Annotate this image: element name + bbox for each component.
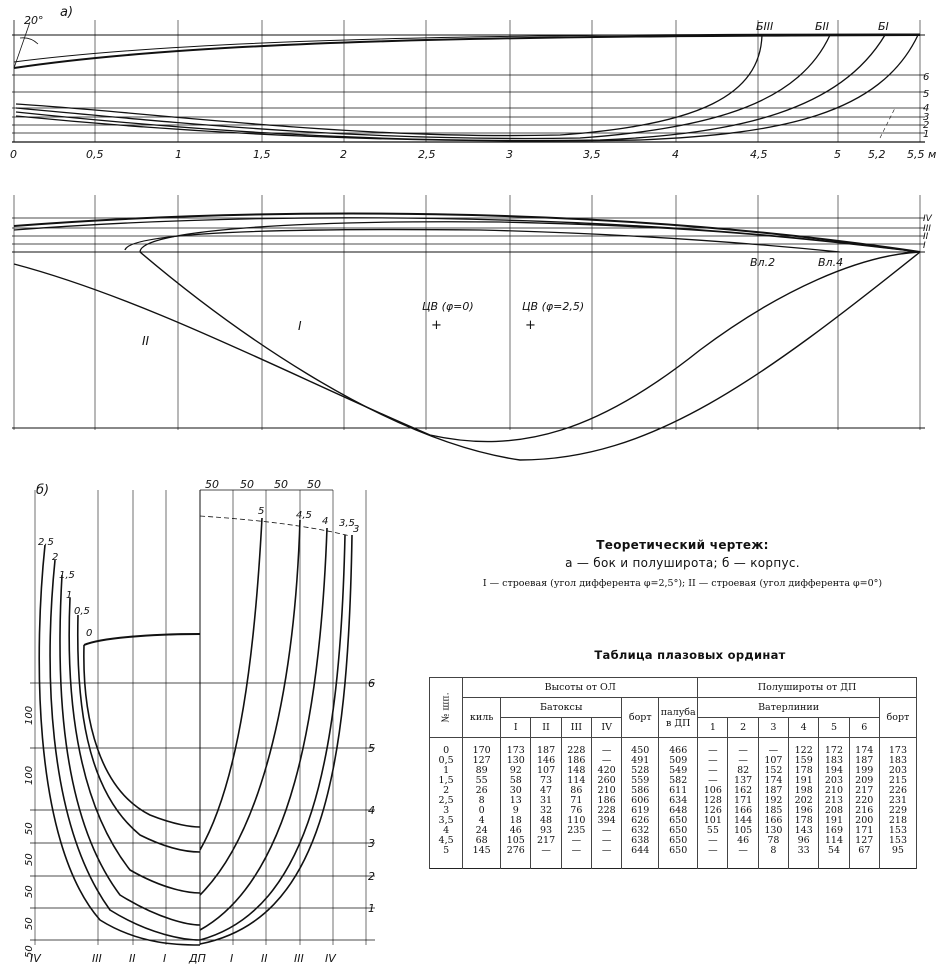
caption-title: Теоретический чертеж: [596, 538, 769, 552]
col-buttock: II [531, 718, 561, 738]
axis-tick-2: 2 [340, 148, 347, 161]
table-cell: 231 [879, 796, 916, 806]
table-cell: 159 [789, 756, 819, 766]
table-cell: — [758, 738, 788, 757]
table-cell: 95 [879, 846, 916, 869]
table-cell: 606 [622, 796, 659, 806]
col-waterline: 6 [849, 718, 879, 738]
col-buttock: I [501, 718, 531, 738]
offsets-table [429, 677, 917, 869]
table-cell: 152 [758, 766, 788, 776]
table-row [430, 846, 917, 869]
col-deck: палуба в ДП [659, 698, 698, 738]
table-cell: 559 [622, 776, 659, 786]
table-cell: 528 [622, 766, 659, 776]
col-side: борт [622, 698, 659, 738]
table-cell: 210 [591, 786, 621, 796]
table-cell: 166 [758, 816, 788, 826]
table-cell: 632 [622, 826, 659, 836]
table-cell: 122 [789, 738, 819, 757]
table-cell: 226 [879, 786, 916, 796]
body-wl-5: 5 [368, 742, 375, 755]
body-station-4-5: 4,5 [296, 510, 312, 521]
table-cell: 2,5 [430, 796, 463, 806]
table-cell: 73 [531, 776, 561, 786]
table-cell: 24 [463, 826, 501, 836]
halfbreadth-view [12, 195, 925, 460]
table-cell: 4,5 [430, 836, 463, 846]
table-cell: 213 [819, 796, 849, 806]
table-cell: 209 [849, 776, 879, 786]
table-cell: 31 [531, 796, 561, 806]
col-waterline: 5 [819, 718, 849, 738]
body-station-1-5: 1,5 [59, 570, 75, 581]
table-cell: 202 [789, 796, 819, 806]
table-cell: 450 [622, 738, 659, 757]
table-cell: 217 [849, 786, 879, 796]
body-station-0: 0 [86, 628, 93, 639]
col-waterline: 2 [728, 718, 758, 738]
table-cell: 126 [698, 806, 728, 816]
table-cell: 394 [591, 816, 621, 826]
table-cell: 101 [698, 816, 728, 826]
table-cell: 638 [622, 836, 659, 846]
label-cv-phi25: ЦВ (φ=2,5) [522, 300, 585, 313]
table-cell: 173 [501, 738, 531, 757]
body-wl-1: 1 [368, 902, 375, 915]
bottom-axis-I-r: I [230, 952, 234, 965]
label-buttock-b1: БI [878, 20, 889, 33]
table-cell: 0 [463, 806, 501, 816]
axis-tick-4-5: 4,5 [750, 148, 768, 161]
table-cell: 47 [531, 786, 561, 796]
label-wl-4: 4 [923, 103, 930, 114]
table-cell: 173 [879, 738, 916, 757]
table-cell: 228 [591, 806, 621, 816]
table-cell: 93 [531, 826, 561, 836]
table-cell: 220 [849, 796, 879, 806]
table-cell: 217 [531, 836, 561, 846]
label-wl-6: 6 [923, 72, 930, 83]
label-curve-II: II [142, 334, 150, 348]
table-cell: — [728, 738, 758, 757]
axis-tick-0: 0 [10, 148, 17, 161]
table-cell: 8 [463, 796, 501, 806]
label-vl4: Вл.4 [818, 256, 844, 269]
table-cell: 68 [463, 836, 501, 846]
axis-tick-3: 3 [506, 148, 513, 161]
col-side2: борт [879, 698, 916, 738]
group-buttocks: Батоксы [501, 698, 622, 718]
table-cell: 107 [758, 756, 788, 766]
dim-50-3: 50 [274, 478, 288, 491]
table-cell: 82 [728, 766, 758, 776]
table-cell: 169 [819, 826, 849, 836]
axis-tick-5: 5 [834, 148, 841, 161]
table-cell: 58 [501, 776, 531, 786]
table-cell: 30 [501, 786, 531, 796]
table-cell: 48 [531, 816, 561, 826]
table-cell: 650 [659, 836, 698, 846]
bottom-axis-II-l: II [129, 952, 136, 965]
table-cell: 4 [430, 826, 463, 836]
label-hb-IV: IV [923, 214, 932, 224]
table-cell: — [591, 846, 621, 869]
table-cell: 8 [758, 846, 788, 869]
col-waterline: 3 [758, 718, 788, 738]
table-cell: 92 [501, 766, 531, 776]
col-buttock: IV [591, 718, 621, 738]
table-cell: 626 [622, 816, 659, 826]
table-cell: 183 [819, 756, 849, 766]
left-dim-100-b: 100 [24, 765, 35, 785]
body-wl-2: 2 [368, 870, 375, 883]
label-vl2: Вл.2 [750, 256, 776, 269]
body-station-5: 5 [258, 506, 265, 517]
table-cell: 55 [698, 826, 728, 836]
table-cell: 1,5 [430, 776, 463, 786]
group-halfbreadths: Полуширoты от ДП [698, 678, 917, 698]
table-cell: 194 [819, 766, 849, 776]
body-wl-4: 4 [368, 804, 375, 817]
table-cell: 648 [659, 806, 698, 816]
axis-tick-0-5: 0,5 [86, 148, 104, 161]
table-cell: — [698, 738, 728, 757]
table-cell: 196 [789, 806, 819, 816]
table-cell: 114 [819, 836, 849, 846]
body-station-0-5: 0,5 [74, 606, 90, 617]
table-row [430, 738, 917, 757]
label-hb-III: III [923, 224, 931, 234]
table-cell: — [698, 776, 728, 786]
bottom-axis-II-r: II [261, 952, 268, 965]
label-fig-a: а) [60, 5, 74, 20]
table-cell: 199 [849, 766, 879, 776]
figure-caption [440, 538, 925, 590]
left-dim-50-e: 50 [24, 945, 35, 958]
table-cell: 107 [531, 766, 561, 776]
table-cell: 46 [501, 826, 531, 836]
table-cell: 644 [622, 846, 659, 869]
table-cell: 86 [561, 786, 591, 796]
table-cell: 0,5 [430, 756, 463, 766]
cross-mark-cv2: + [525, 318, 536, 333]
table-cell: 3,5 [430, 816, 463, 826]
table-cell: 145 [463, 846, 501, 869]
table-cell: — [591, 738, 621, 757]
table-cell: 130 [758, 826, 788, 836]
table-cell: 3 [430, 806, 463, 816]
col-keel: киль [463, 698, 501, 738]
table-cell: 76 [561, 806, 591, 816]
bottom-axis-III-l: III [92, 952, 102, 965]
table-cell: 186 [561, 756, 591, 766]
table-cell: 110 [561, 816, 591, 826]
table-cell: — [591, 826, 621, 836]
table-cell: 208 [819, 806, 849, 816]
table-cell: 186 [591, 796, 621, 806]
table-cell: 130 [501, 756, 531, 766]
table-cell: 166 [728, 806, 758, 816]
table-cell: 192 [758, 796, 788, 806]
left-dim-50-c: 50 [24, 885, 35, 898]
table-cell: 549 [659, 766, 698, 776]
table-cell: 228 [561, 738, 591, 757]
table-cell: 178 [789, 766, 819, 776]
table-cell: 191 [789, 776, 819, 786]
table-cell: 46 [728, 836, 758, 846]
table-cell: 0 [430, 738, 463, 757]
table-cell: 153 [879, 836, 916, 846]
table-cell: 203 [879, 766, 916, 776]
table-cell: — [591, 836, 621, 846]
left-dim-50-a: 50 [24, 822, 35, 835]
col-waterline: 1 [698, 718, 728, 738]
table-cell: 466 [659, 738, 698, 757]
cross-mark-cv1: + [431, 318, 442, 333]
body-station-3: 3 [353, 524, 360, 535]
table-cell: 619 [622, 806, 659, 816]
group-waterlines: Ватерлинии [698, 698, 880, 718]
axis-tick-5-2: 5,2 [868, 148, 886, 161]
table-cell: 153 [879, 826, 916, 836]
table-cell: 174 [758, 776, 788, 786]
table-cell: 114 [561, 776, 591, 786]
body-wl-6: 6 [368, 677, 375, 690]
table-cell: 218 [879, 816, 916, 826]
table-cell: 276 [501, 846, 531, 869]
table-cell: 33 [789, 846, 819, 869]
table-cell: 198 [789, 786, 819, 796]
body-station-2-5: 2,5 [38, 537, 54, 548]
table-cell: — [591, 756, 621, 766]
body-station-4: 4 [322, 516, 329, 527]
table-cell: 89 [463, 766, 501, 776]
table-cell: — [698, 836, 728, 846]
table-cell: 105 [501, 836, 531, 846]
group-heights: Высоты от ОЛ [463, 678, 698, 698]
bottom-axis-dp: ДП [189, 952, 206, 965]
table-cell: 32 [531, 806, 561, 816]
table-cell: 172 [819, 738, 849, 757]
col-buttock: III [561, 718, 591, 738]
left-dim-50-b: 50 [24, 853, 35, 866]
table-cell: 106 [698, 786, 728, 796]
table-cell: 127 [463, 756, 501, 766]
table-cell: 650 [659, 816, 698, 826]
profile-view [12, 20, 925, 142]
body-wl-3: 3 [368, 837, 375, 850]
label-wl-5: 5 [923, 89, 930, 100]
body-plan-view [30, 490, 375, 945]
dim-50-1: 50 [205, 478, 219, 491]
axis-tick-5-5: 5,5 м [907, 148, 937, 161]
table-cell: — [561, 836, 591, 846]
table-cell: — [728, 846, 758, 869]
table-cell: 634 [659, 796, 698, 806]
axis-tick-2-5: 2,5 [418, 148, 436, 161]
table-cell: 187 [531, 738, 561, 757]
table-cell: — [728, 756, 758, 766]
table-cell: 148 [561, 766, 591, 776]
body-station-3-5: 3,5 [339, 518, 355, 529]
table-cell: 611 [659, 786, 698, 796]
label-wl-2: 2 [923, 120, 930, 131]
table-cell: 183 [879, 756, 916, 766]
table-cell: 650 [659, 826, 698, 836]
bottom-axis-IV-r: IV [325, 952, 336, 965]
table-cell: 4 [463, 816, 501, 826]
label-buttock-b3: БIII [756, 20, 774, 33]
table-cell: 170 [463, 738, 501, 757]
table-cell: 162 [728, 786, 758, 796]
table-cell: 1 [430, 766, 463, 776]
table-cell: 203 [819, 776, 849, 786]
table-title: Таблица плазовых ординат [594, 648, 786, 662]
table-cell: 5 [430, 846, 463, 869]
table-cell: 67 [849, 846, 879, 869]
table-cell: 128 [698, 796, 728, 806]
table-cell: — [698, 756, 728, 766]
table-cell: 146 [531, 756, 561, 766]
dim-50-4: 50 [307, 478, 321, 491]
table-cell: 650 [659, 846, 698, 869]
bottom-axis-III-r: III [294, 952, 304, 965]
table-cell: 187 [758, 786, 788, 796]
table-cell: 171 [728, 796, 758, 806]
table-cell: 210 [819, 786, 849, 796]
label-angle-20: 20° [24, 14, 44, 27]
table-cell: 200 [849, 816, 879, 826]
table-cell: 105 [728, 826, 758, 836]
table-cell: 174 [849, 738, 879, 757]
table-cell: 143 [789, 826, 819, 836]
table-cell: 9 [501, 806, 531, 816]
dim-50-2: 50 [240, 478, 254, 491]
table-cell: 215 [879, 776, 916, 786]
table-cell: 13 [501, 796, 531, 806]
table-cell: 144 [728, 816, 758, 826]
bottom-axis-I-l: I [163, 952, 167, 965]
table-cell: — [698, 846, 728, 869]
axis-tick-1: 1 [175, 148, 182, 161]
label-hb-II: II [923, 232, 929, 242]
label-fig-b: б) [36, 483, 50, 498]
caption-note: I — строевая (угол дифферента φ=2,5°); II — строевая (угол дифферента φ=0°) [482, 578, 883, 589]
axis-tick-3-5: 3,5 [583, 148, 601, 161]
table-cell: 2 [430, 786, 463, 796]
axis-tick-4: 4 [672, 148, 679, 161]
table-cell: 586 [622, 786, 659, 796]
table-cell: 26 [463, 786, 501, 796]
label-buttock-b2: БII [815, 20, 830, 33]
body-station-1: 1 [66, 590, 73, 601]
caption-subtitle: а — бок и полуширота; б — корпус. [565, 556, 800, 570]
table-cell: 187 [849, 756, 879, 766]
label-cv-phi0: ЦВ (φ=0) [422, 300, 474, 313]
table-cell: — [531, 846, 561, 869]
table-cell: 127 [849, 836, 879, 846]
table-cell: 491 [622, 756, 659, 766]
bottom-axis-IV-l: IV [30, 952, 41, 965]
table-cell: 185 [758, 806, 788, 816]
label-hb-I: I [923, 241, 926, 251]
label-wl-3: 3 [923, 112, 930, 123]
table-cell: 582 [659, 776, 698, 786]
table-cell: — [561, 846, 591, 869]
body-station-2: 2 [52, 552, 59, 563]
left-dim-50-d: 50 [24, 917, 35, 930]
col-station: № шп. [430, 678, 463, 738]
label-curve-I: I [298, 319, 302, 333]
table-cell: 55 [463, 776, 501, 786]
table-cell: — [698, 766, 728, 776]
table-cell: 18 [501, 816, 531, 826]
table-cell: 216 [849, 806, 879, 816]
table-cell: 78 [758, 836, 788, 846]
table-cell: 260 [591, 776, 621, 786]
table-cell: 96 [789, 836, 819, 846]
table-cell: 235 [561, 826, 591, 836]
label-wl-1: 1 [923, 129, 930, 140]
table-cell: 71 [561, 796, 591, 806]
table-cell: 420 [591, 766, 621, 776]
axis-tick-1-5: 1,5 [253, 148, 271, 161]
table-cell: 191 [819, 816, 849, 826]
table-cell: 178 [789, 816, 819, 826]
table-cell: 509 [659, 756, 698, 766]
table-cell: 229 [879, 806, 916, 816]
table-cell: 54 [819, 846, 849, 869]
table-cell: 171 [849, 826, 879, 836]
left-dim-100-a: 100 [24, 705, 35, 725]
table-cell: 137 [728, 776, 758, 786]
col-waterline: 4 [789, 718, 819, 738]
